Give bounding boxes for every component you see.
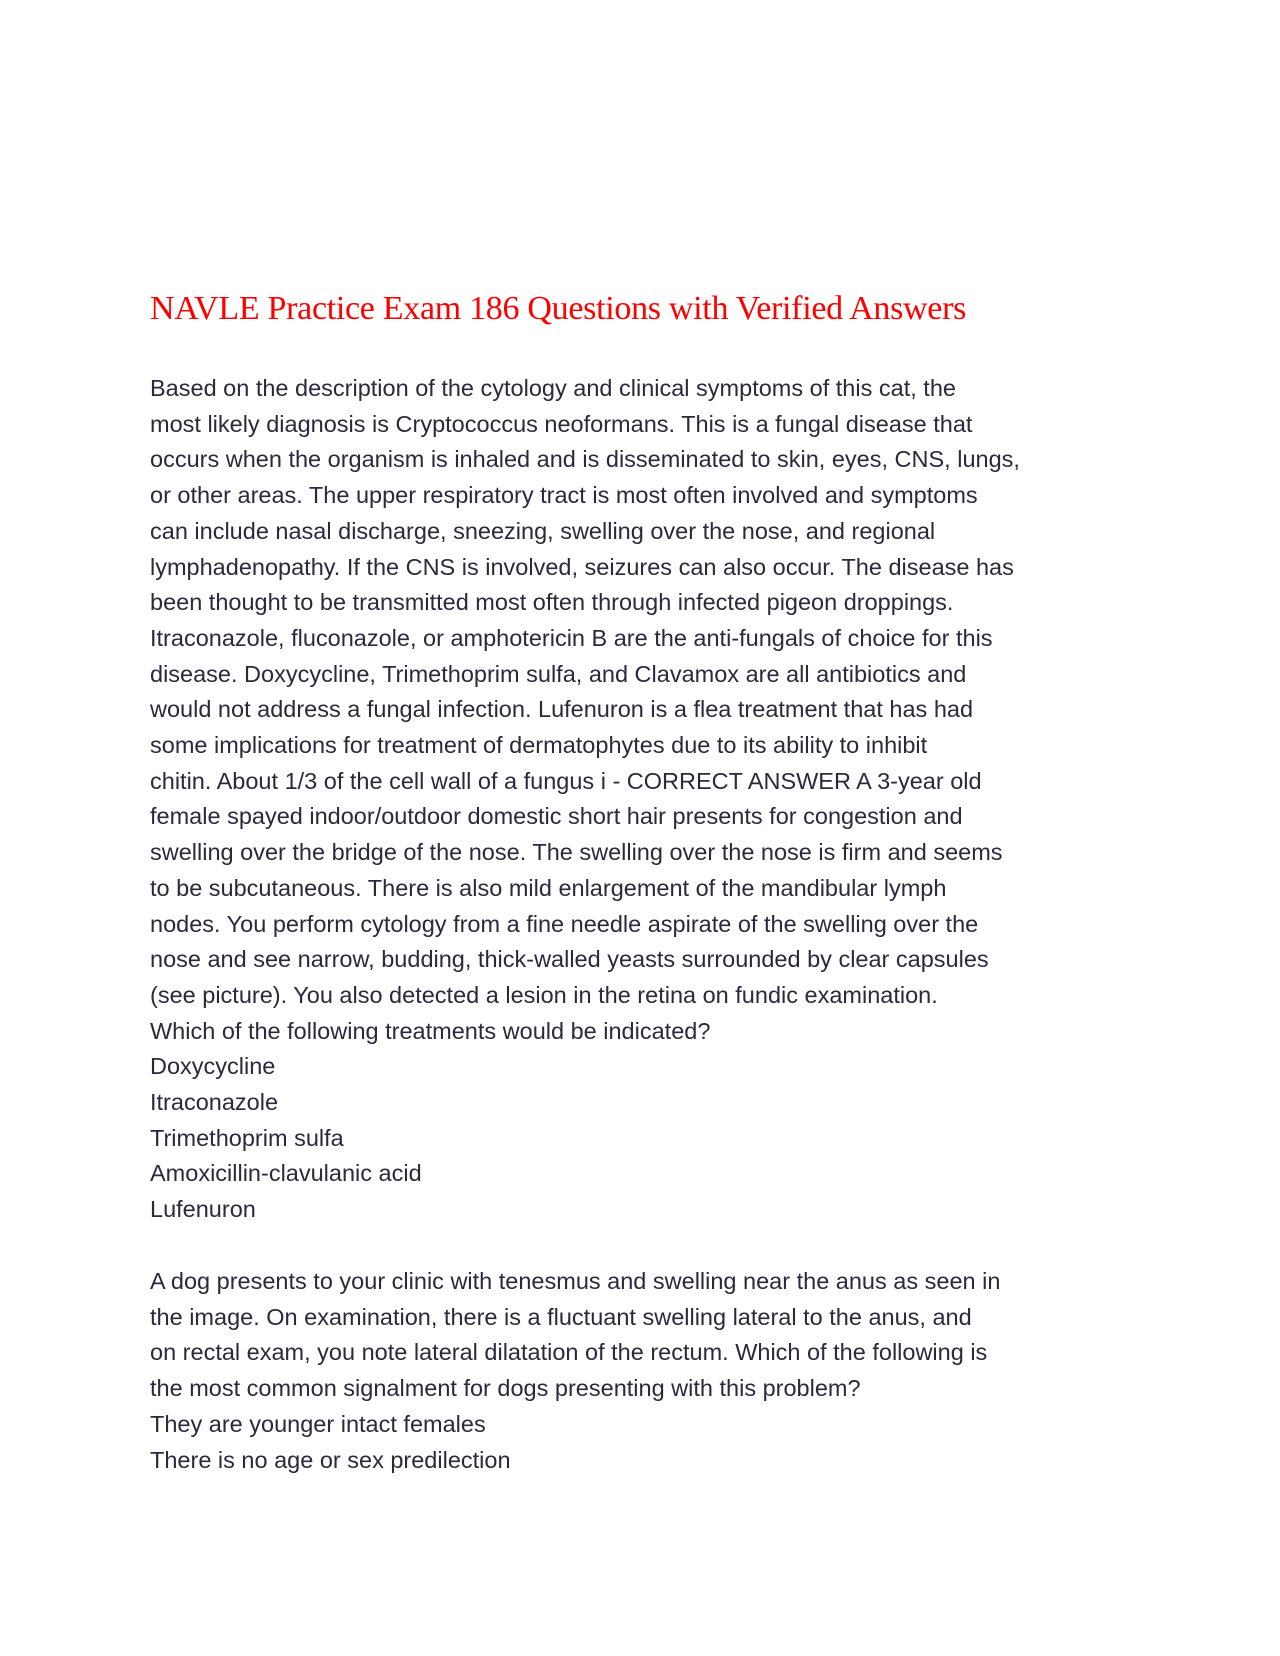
paragraph-line: A dog presents to your clinic with tenesmus and swelling near the anus as seen in	[150, 1268, 1001, 1294]
paragraph-line: Which of the following treatments would be indicated?	[150, 1017, 711, 1044]
paragraph-line: or other areas. The upper respiratory tract is most often involved and symptoms	[150, 482, 978, 509]
paragraph-line: the most common signalment for dogs presenting with this problem?	[150, 1375, 861, 1402]
paragraph-line: the image. On examination, there is a fluctuant swelling lateral to the anus, and	[150, 1303, 972, 1330]
paragraph-line: Itraconazole, fluconazole, or amphotericin B are the anti-fungals of choice for this	[150, 624, 993, 651]
answer-option: Lufenuron	[150, 1196, 256, 1223]
paragraph-line: swelling over the bridge of the nose. The swelling over the nose is firm and seems	[150, 839, 1003, 866]
question-1	[150, 371, 1020, 1228]
question-2	[150, 1264, 1000, 1478]
paragraph-line: Based on the description of the cytology and clinical symptoms of this cat, the	[150, 375, 956, 401]
paragraph-line: occurs when the organism is inhaled and is disseminated to skin, eyes, CNS, lungs,	[150, 446, 1020, 473]
paragraph-line: chitin. About 1/3 of the cell wall of a fungus i - CORRECT ANSWER A 3-year old	[150, 767, 982, 794]
paragraph-line: nodes. You perform cytology from a fine needle aspirate of the swelling over the	[150, 910, 979, 937]
paragraph-line: nose and see narrow, budding, thick-walled yeasts surrounded by clear capsules	[150, 946, 989, 973]
paragraph-line: to be subcutaneous. There is also mild enlargement of the mandibular lymph	[150, 874, 947, 901]
paragraph-line: female spayed indoor/outdoor domestic short hair presents for congestion and	[150, 803, 963, 830]
paragraph-line: can include nasal discharge, sneezing, swelling over the nose, and regional	[150, 517, 936, 544]
document-title: NAVLE Practice Exam 186 Questions with Verified Answers	[150, 290, 967, 327]
answer-option: There is no age or sex predilection	[150, 1446, 511, 1473]
paragraph-line: disease. Doxycycline, Trimethoprim sulfa, and Clavamox are all antibiotics and	[150, 660, 967, 687]
paragraph-line: lymphadenopathy. If the CNS is involved, seizures can also occur. The disease has	[150, 553, 1014, 580]
answer-option: They are younger intact females	[150, 1410, 486, 1437]
answer-option: Doxycycline	[150, 1053, 276, 1080]
paragraph-line: most likely diagnosis is Cryptococcus neoformans. This is a fungal disease that	[150, 410, 973, 437]
paragraph-line: would not address a fungal infection. Lufenuron is a flea treatment that has had	[150, 696, 974, 723]
answer-option: Trimethoprim sulfa	[150, 1124, 344, 1151]
paragraph-line: (see picture). You also detected a lesion in the retina on fundic examination.	[150, 981, 938, 1008]
paragraph-line: been thought to be transmitted most often through infected pigeon droppings.	[150, 589, 954, 616]
paragraph-line: some implications for treatment of dermatophytes due to its ability to inhibit	[150, 732, 928, 759]
answer-option: Amoxicillin-clavulanic acid	[150, 1160, 422, 1187]
answer-option: Itraconazole	[150, 1089, 279, 1116]
paragraph-line: on rectal exam, you note lateral dilatation of the rectum. Which of the following is	[150, 1339, 988, 1366]
